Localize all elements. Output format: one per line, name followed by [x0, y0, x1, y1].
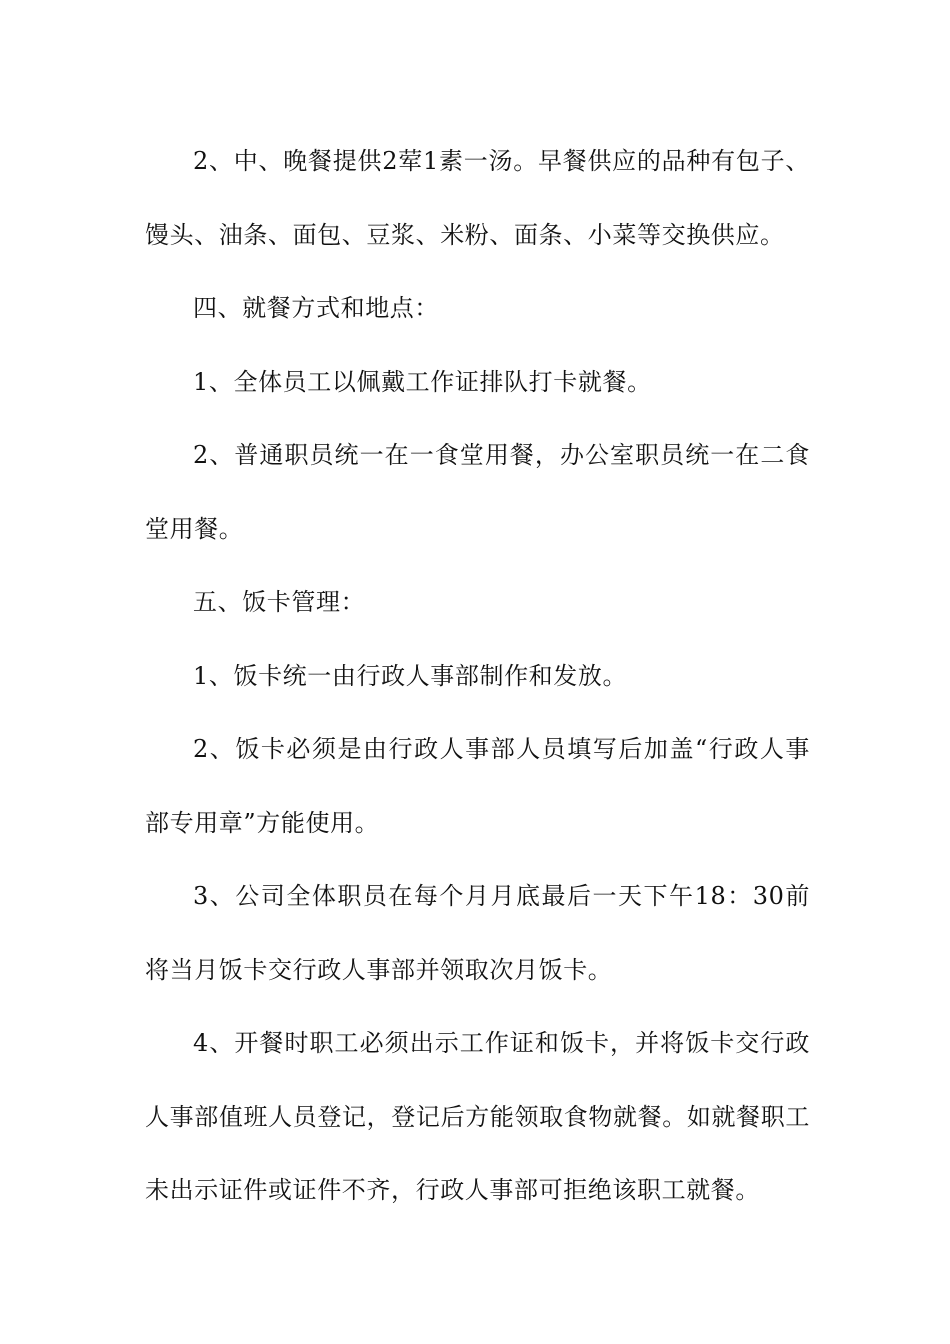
- paragraph-meal-menu: 2、中、晚餐提供2荤1素一汤。早餐供应的品种有包子、馒头、油条、面包、豆浆、米粉、面条、小菜等交换供应。: [145, 147, 810, 249]
- document-body: [145, 125, 810, 1228]
- paragraph-card-issuance: 1、饭卡统一由行政人事部制作和发放。: [193, 661, 628, 690]
- paragraph-badge-queue: 1、全体员工以佩戴工作证排队打卡就餐。: [193, 367, 652, 396]
- section-heading-dining-method: 四、就餐方式和地点：: [193, 294, 439, 322]
- paragraph-card-exchange: 3、公司全体职员在每个月月底最后一天下午18：30前将当月饭卡交行政人事部并领取次月饭卡。: [145, 882, 810, 984]
- paragraph-card-check: 4、开餐时职工必须出示工作证和饭卡，并将饭卡交行政人事部值班人员登记，登记后方能领取食物就餐。如就餐职工未出示证件或证件不齐，行政人事部可拒绝该职工就餐。: [145, 1029, 810, 1204]
- paragraph-canteen-assignment: 2、普通职员统一在一食堂用餐，办公室职员统一在二食堂用餐。: [145, 441, 810, 543]
- paragraph-card-stamp: 2、饭卡必须是由行政人事部人员填写后加盖“行政人事部专用章”方能使用。: [145, 735, 810, 837]
- section-heading-meal-card: 五、饭卡管理：: [193, 588, 366, 616]
